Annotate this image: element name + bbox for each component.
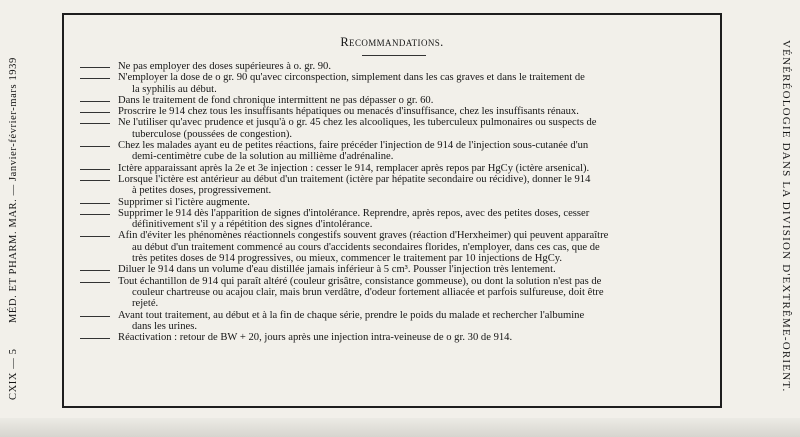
item-text: Afin d'éviter les phénomènes réactionnels congestifs souvent graves (réaction d'Herxheimer) qui peuvent apparaître bbox=[118, 230, 609, 242]
recommendation-item bbox=[80, 117, 706, 140]
right-margin-running-head bbox=[780, 40, 792, 410]
item-dash bbox=[80, 78, 110, 79]
volume-number: CXIX — 5 bbox=[8, 348, 19, 400]
item-dash bbox=[80, 338, 110, 339]
recommendation-item bbox=[80, 230, 706, 264]
running-head-title: VÉNÉRÉOLOGIE DANS LA DIVISION D'EXTRÊME-ORIENT. bbox=[780, 40, 792, 393]
recommendation-item bbox=[80, 310, 706, 333]
item-dash bbox=[80, 101, 110, 102]
item-text-continuation: demi-centimètre cube de la solution au millième d'adrénaline. bbox=[132, 151, 394, 163]
item-text-continuation: rejeté. bbox=[132, 298, 159, 310]
item-text-continuation: la syphilis au début. bbox=[132, 83, 217, 95]
item-text-continuation: couleur chartreuse ou acajou clair, mais brun verdâtre, d'odeur fortement alliacée et parfois sulfureuse, doit être bbox=[132, 286, 604, 298]
item-text-continuation: dans les urines. bbox=[132, 320, 198, 332]
item-text: Ictère apparaissant après la 2e et 3e injection : cesser le 914, remplacer après repos par HgCy (ictère arsenical). bbox=[118, 162, 590, 174]
item-text-continuation: très petites doses de 914 progressives, ou mieux, commencer le traitement par 10 injections de HgCy. bbox=[132, 253, 563, 265]
item-text: Tout échantillon de 914 qui paraît altéré (couleur grisâtre, consistance gommeuse), ou dont la solution n'est pas de bbox=[118, 275, 602, 287]
recommendation-item bbox=[80, 276, 706, 310]
recommendation-item bbox=[80, 208, 706, 231]
item-dash bbox=[80, 123, 110, 124]
item-text-continuation: au début d'un traitement commencé au cours d'accidents secondaires florides, n'employer, dans ces cas, que de bbox=[132, 241, 600, 253]
item-text: Proscrire le 914 chez tous les insuffisants hépatiques ou menacés d'insuffisance, chez les insuffisants rénaux. bbox=[118, 106, 579, 118]
item-dash bbox=[80, 112, 110, 113]
recommendation-item bbox=[80, 163, 706, 174]
item-text: Ne pas employer des doses supérieures à o. gr. 90. bbox=[118, 61, 331, 72]
recommendation-item bbox=[80, 61, 706, 72]
item-text-continuation: définitivement s'il y a répétition des signes d'intolérance. bbox=[132, 219, 373, 231]
item-text: Chez les malades ayant eu de petites réactions, faire précéder l'injection de 914 de l'injection sous-cutanée d'un bbox=[118, 140, 589, 152]
item-text-continuation: tuberculose (poussées de congestion). bbox=[132, 128, 293, 140]
recommendation-item bbox=[80, 332, 706, 343]
recommendation-item bbox=[80, 95, 706, 106]
item-text: Avant tout traitement, au début et à la fin de chaque série, prendre le poids du malade et rechercher l'albumine bbox=[118, 309, 585, 321]
recommendation-item bbox=[80, 72, 706, 95]
recommendation-item bbox=[80, 264, 706, 275]
item-dash bbox=[80, 180, 110, 181]
recommendations-box bbox=[62, 13, 722, 408]
item-dash bbox=[80, 67, 110, 68]
item-text: Supprimer le 914 dès l'apparition de signes d'intolérance. Reprendre, après repos, avec des petites doses, cesser bbox=[118, 207, 590, 219]
item-text: Lorsque l'ictère est antérieur au début d'un traitement (ictère par hépatite secondaire ou récidive), donner le 914 bbox=[118, 173, 591, 185]
item-dash bbox=[80, 203, 110, 204]
recommendation-item bbox=[80, 174, 706, 197]
title-underline bbox=[362, 55, 426, 56]
item-text-continuation: à petites doses, progressivement. bbox=[132, 185, 272, 197]
item-text: Ne l'utiliser qu'avec prudence et jusqu'à o gr. 45 chez les alcooliques, les tuberculeux pulmonaires ou suspects de bbox=[118, 117, 597, 129]
item-dash bbox=[80, 236, 110, 237]
item-text: Diluer le 914 dans un volume d'eau distillée jamais inférieur à 5 cm³. Pousser l'injection très lentement. bbox=[118, 264, 556, 276]
item-dash bbox=[80, 282, 110, 283]
item-dash bbox=[80, 270, 110, 271]
item-text: N'employer la dose de o gr. 90 qu'avec circonspection, simplement dans les cas graves et dans le traitement de bbox=[118, 72, 585, 84]
recommendation-item bbox=[80, 106, 706, 117]
item-dash bbox=[80, 146, 110, 147]
item-dash bbox=[80, 316, 110, 317]
page-bottom-edge bbox=[0, 418, 800, 437]
item-text: Réactivation : retour de BW + 20, jours après une injection intra-veineuse de o gr. 30 de 914. bbox=[118, 332, 513, 344]
journal-title: MÉD. ET PHARM. MAR. — Janvier-février-mars 1939 bbox=[8, 57, 19, 324]
left-margin-running-head bbox=[8, 57, 19, 400]
item-text: Supprimer si l'ictère augmente. bbox=[118, 196, 250, 208]
recommendations-list bbox=[80, 61, 706, 343]
item-dash bbox=[80, 169, 110, 170]
item-text: Dans le traitement de fond chronique intermittent ne pas dépasser o gr. 60. bbox=[118, 94, 434, 106]
recommendation-item bbox=[80, 197, 706, 208]
item-dash bbox=[80, 214, 110, 215]
section-title: Recommandations. bbox=[340, 35, 444, 49]
recommendation-item bbox=[80, 140, 706, 163]
